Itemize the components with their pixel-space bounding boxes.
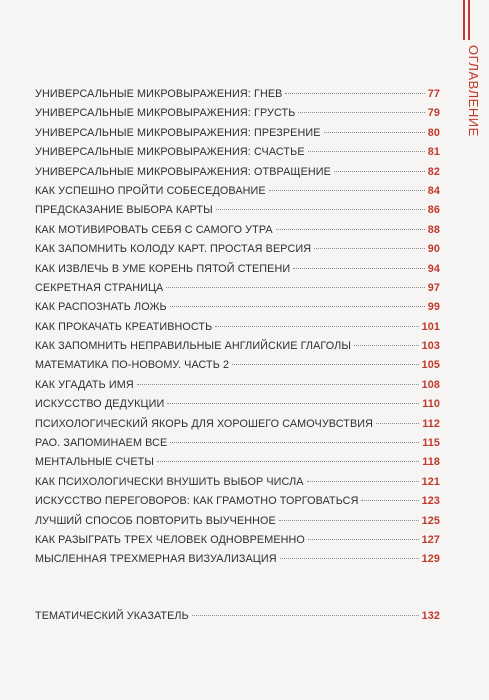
toc-entry[interactable]: [35, 359, 440, 378]
toc-entry[interactable]: [35, 321, 440, 340]
dot-leader: [280, 558, 419, 559]
dot-leader: [170, 306, 425, 307]
dot-leader: [285, 93, 424, 94]
dot-leader: [307, 481, 419, 482]
toc-entry[interactable]: [35, 418, 440, 437]
dot-leader: [361, 500, 418, 501]
toc-entry[interactable]: [35, 107, 440, 126]
dot-leader: [314, 248, 425, 249]
toc-entry-page: 82: [427, 165, 440, 178]
toc-entry-title: ПРЕДСКАЗАНИЕ ВЫБОРА КАРТЫ: [35, 204, 213, 217]
toc-entry[interactable]: [35, 553, 440, 572]
toc-entry-page: 88: [427, 223, 440, 236]
toc-entry[interactable]: [35, 301, 440, 320]
section-title: ОГЛАВЛЕНИЕ: [466, 45, 481, 137]
dot-leader: [308, 151, 425, 152]
toc-entry-page: 90: [427, 243, 440, 256]
toc-entry-title: КАК РАЗЫГРАТЬ ТРЕХ ЧЕЛОВЕК ОДНОВРЕМЕННО: [35, 533, 305, 546]
dot-leader: [279, 520, 419, 521]
toc-entry[interactable]: [35, 243, 440, 262]
decorative-line: [463, 0, 465, 40]
toc-entry-title: СЕКРЕТНАЯ СТРАНИЦА: [35, 281, 164, 294]
decorative-line: [468, 0, 470, 40]
toc-entry-page: 118: [422, 456, 440, 469]
toc-entry-title: КАК ПСИХОЛОГИЧЕСКИ ВНУШИТЬ ВЫБОР ЧИСЛА: [35, 475, 304, 488]
toc-entry[interactable]: [35, 495, 440, 514]
toc-entry-page: 77: [427, 88, 440, 100]
toc-entry-page: 103: [421, 340, 440, 353]
toc-entry-title: КАК ЗАПОМНИТЬ НЕПРАВИЛЬНЫЕ АНГЛИЙСКИЕ ГЛАГОЛЫ: [35, 340, 351, 353]
toc-entry-title: УНИВЕРСАЛЬНЫЕ МИКРОВЫРАЖЕНИЯ: ГНЕВ: [35, 88, 283, 100]
toc-entry-title: КАК МОТИВИРОВАТЬ СЕБЯ С САМОГО УТРА: [35, 223, 273, 236]
toc-entry-title: КАК ЗАПОМНИТЬ КОЛОДУ КАРТ. ПРОСТАЯ ВЕРСИЯ: [35, 243, 312, 256]
dot-leader: [376, 423, 419, 424]
toc-entry-title: КАК РАСПОЗНАТЬ ЛОЖЬ: [35, 301, 167, 314]
toc-entry[interactable]: [35, 379, 440, 398]
toc-entry-page: 101: [421, 320, 440, 333]
toc-entry-page: 115: [422, 437, 440, 450]
dot-leader: [324, 132, 425, 133]
dot-leader: [308, 539, 419, 540]
toc-entry-page: 112: [422, 417, 440, 430]
dot-leader: [216, 209, 425, 210]
toc-entry-page: 86: [427, 204, 440, 217]
toc-entry-title: ЛУЧШИЙ СПОСОБ ПОВТОРИТЬ ВЫУЧЕННОЕ: [35, 514, 276, 527]
toc-entry[interactable]: [35, 88, 440, 107]
dot-leader: [334, 171, 425, 172]
dot-leader: [269, 190, 425, 191]
toc-entry[interactable]: [35, 476, 440, 495]
toc-entry-title: УНИВЕРСАЛЬНЫЕ МИКРОВЫРАЖЕНИЯ: СЧАСТЬЕ: [35, 146, 305, 159]
toc-entry-title: КАК УСПЕШНО ПРОЙТИ СОБЕСЕДОВАНИЕ: [35, 184, 266, 197]
toc-entry-title: КАК ПРОКАЧАТЬ КРЕАТИВНОСТЬ: [35, 320, 213, 333]
dot-leader: [215, 326, 418, 327]
toc-entry-page: 110: [422, 398, 440, 411]
toc-entry[interactable]: [35, 146, 440, 165]
dot-leader: [276, 229, 425, 230]
toc-entry[interactable]: [35, 534, 440, 553]
dot-leader: [167, 403, 419, 404]
index-entry-title: ТЕМАТИЧЕСКИЙ УКАЗАТЕЛЬ: [35, 610, 189, 622]
dot-leader: [192, 615, 419, 616]
toc-entry-title: КАК ИЗВЛЕЧЬ В УМЕ КОРЕНЬ ПЯТОЙ СТЕПЕНИ: [35, 262, 291, 275]
toc-entry[interactable]: [35, 456, 440, 475]
toc-entry-title: ИСКУССТВО ПЕРЕГОВОРОВ: КАК ГРАМОТНО ТОРГОВАТЬСЯ: [35, 495, 359, 508]
dot-leader: [157, 461, 419, 462]
toc-entry-page: 79: [427, 107, 440, 120]
index-entry-page: 132: [421, 610, 440, 622]
decorative-lines: [463, 0, 473, 40]
toc-entry-title: РАО. ЗАПОМИНАЕМ ВСЕ: [35, 437, 168, 450]
toc-entry-page: 99: [427, 301, 440, 314]
toc-entry[interactable]: [35, 263, 440, 282]
toc-entry-title: УНИВЕРСАЛЬНЫЕ МИКРОВЫРАЖЕНИЯ: ОТВРАЩЕНИЕ: [35, 165, 331, 178]
toc-entry-page: 123: [421, 495, 440, 508]
toc-entry[interactable]: [35, 185, 440, 204]
toc-entry-page: 97: [427, 281, 440, 294]
index-entry[interactable]: [35, 610, 440, 629]
toc-entry-title: МЕНТАЛЬНЫЕ СЧЕТЫ: [35, 456, 154, 469]
toc-entry-page: 80: [427, 126, 440, 139]
toc-entry[interactable]: [35, 437, 440, 456]
dot-leader: [166, 287, 424, 288]
toc-entry-page: 94: [427, 262, 440, 275]
toc-entry[interactable]: [35, 127, 440, 146]
toc-entry-title: УНИВЕРСАЛЬНЫЕ МИКРОВЫРАЖЕНИЯ: ПРЕЗРЕНИЕ: [35, 126, 321, 139]
toc-entry[interactable]: [35, 166, 440, 185]
toc-entry-page: 108: [421, 378, 440, 391]
toc-entry[interactable]: [35, 224, 440, 243]
toc-entry[interactable]: [35, 282, 440, 301]
toc-entry-page: 127: [421, 533, 440, 546]
dot-leader: [354, 345, 419, 346]
toc-entry-page: 84: [427, 184, 440, 197]
toc-entry-page: 125: [421, 514, 440, 527]
toc-entry-title: МАТЕМАТИКА ПО-НОВОМУ. ЧАСТЬ 2: [35, 359, 230, 372]
toc-entry[interactable]: [35, 204, 440, 223]
toc-entry-page: 81: [427, 146, 440, 159]
dot-leader: [298, 112, 424, 113]
toc-entry[interactable]: [35, 398, 440, 417]
table-of-contents: [35, 88, 440, 573]
toc-entry-title: МЫСЛЕННАЯ ТРЕХМЕРНАЯ ВИЗУАЛИЗАЦИЯ: [35, 553, 277, 566]
toc-entry-title: УНИВЕРСАЛЬНЫЕ МИКРОВЫРАЖЕНИЯ: ГРУСТЬ: [35, 107, 296, 120]
dot-leader: [170, 442, 419, 443]
dot-leader: [137, 384, 419, 385]
toc-entry[interactable]: [35, 340, 440, 359]
toc-entry-title: КАК УГАДАТЬ ИМЯ: [35, 378, 134, 391]
dot-leader: [293, 268, 425, 269]
toc-entry-page: 121: [421, 475, 440, 488]
toc-entry-title: ПСИХОЛОГИЧЕСКИЙ ЯКОРЬ ДЛЯ ХОРОШЕГО САМОЧУВСТВИЯ: [35, 417, 374, 430]
toc-entry[interactable]: [35, 515, 440, 534]
toc-entry-page: 105: [421, 359, 440, 372]
toc-entry-page: 129: [421, 553, 440, 566]
toc-entry-title: ИСКУССТВО ДЕДУКЦИИ: [35, 398, 165, 411]
dot-leader: [232, 364, 419, 365]
